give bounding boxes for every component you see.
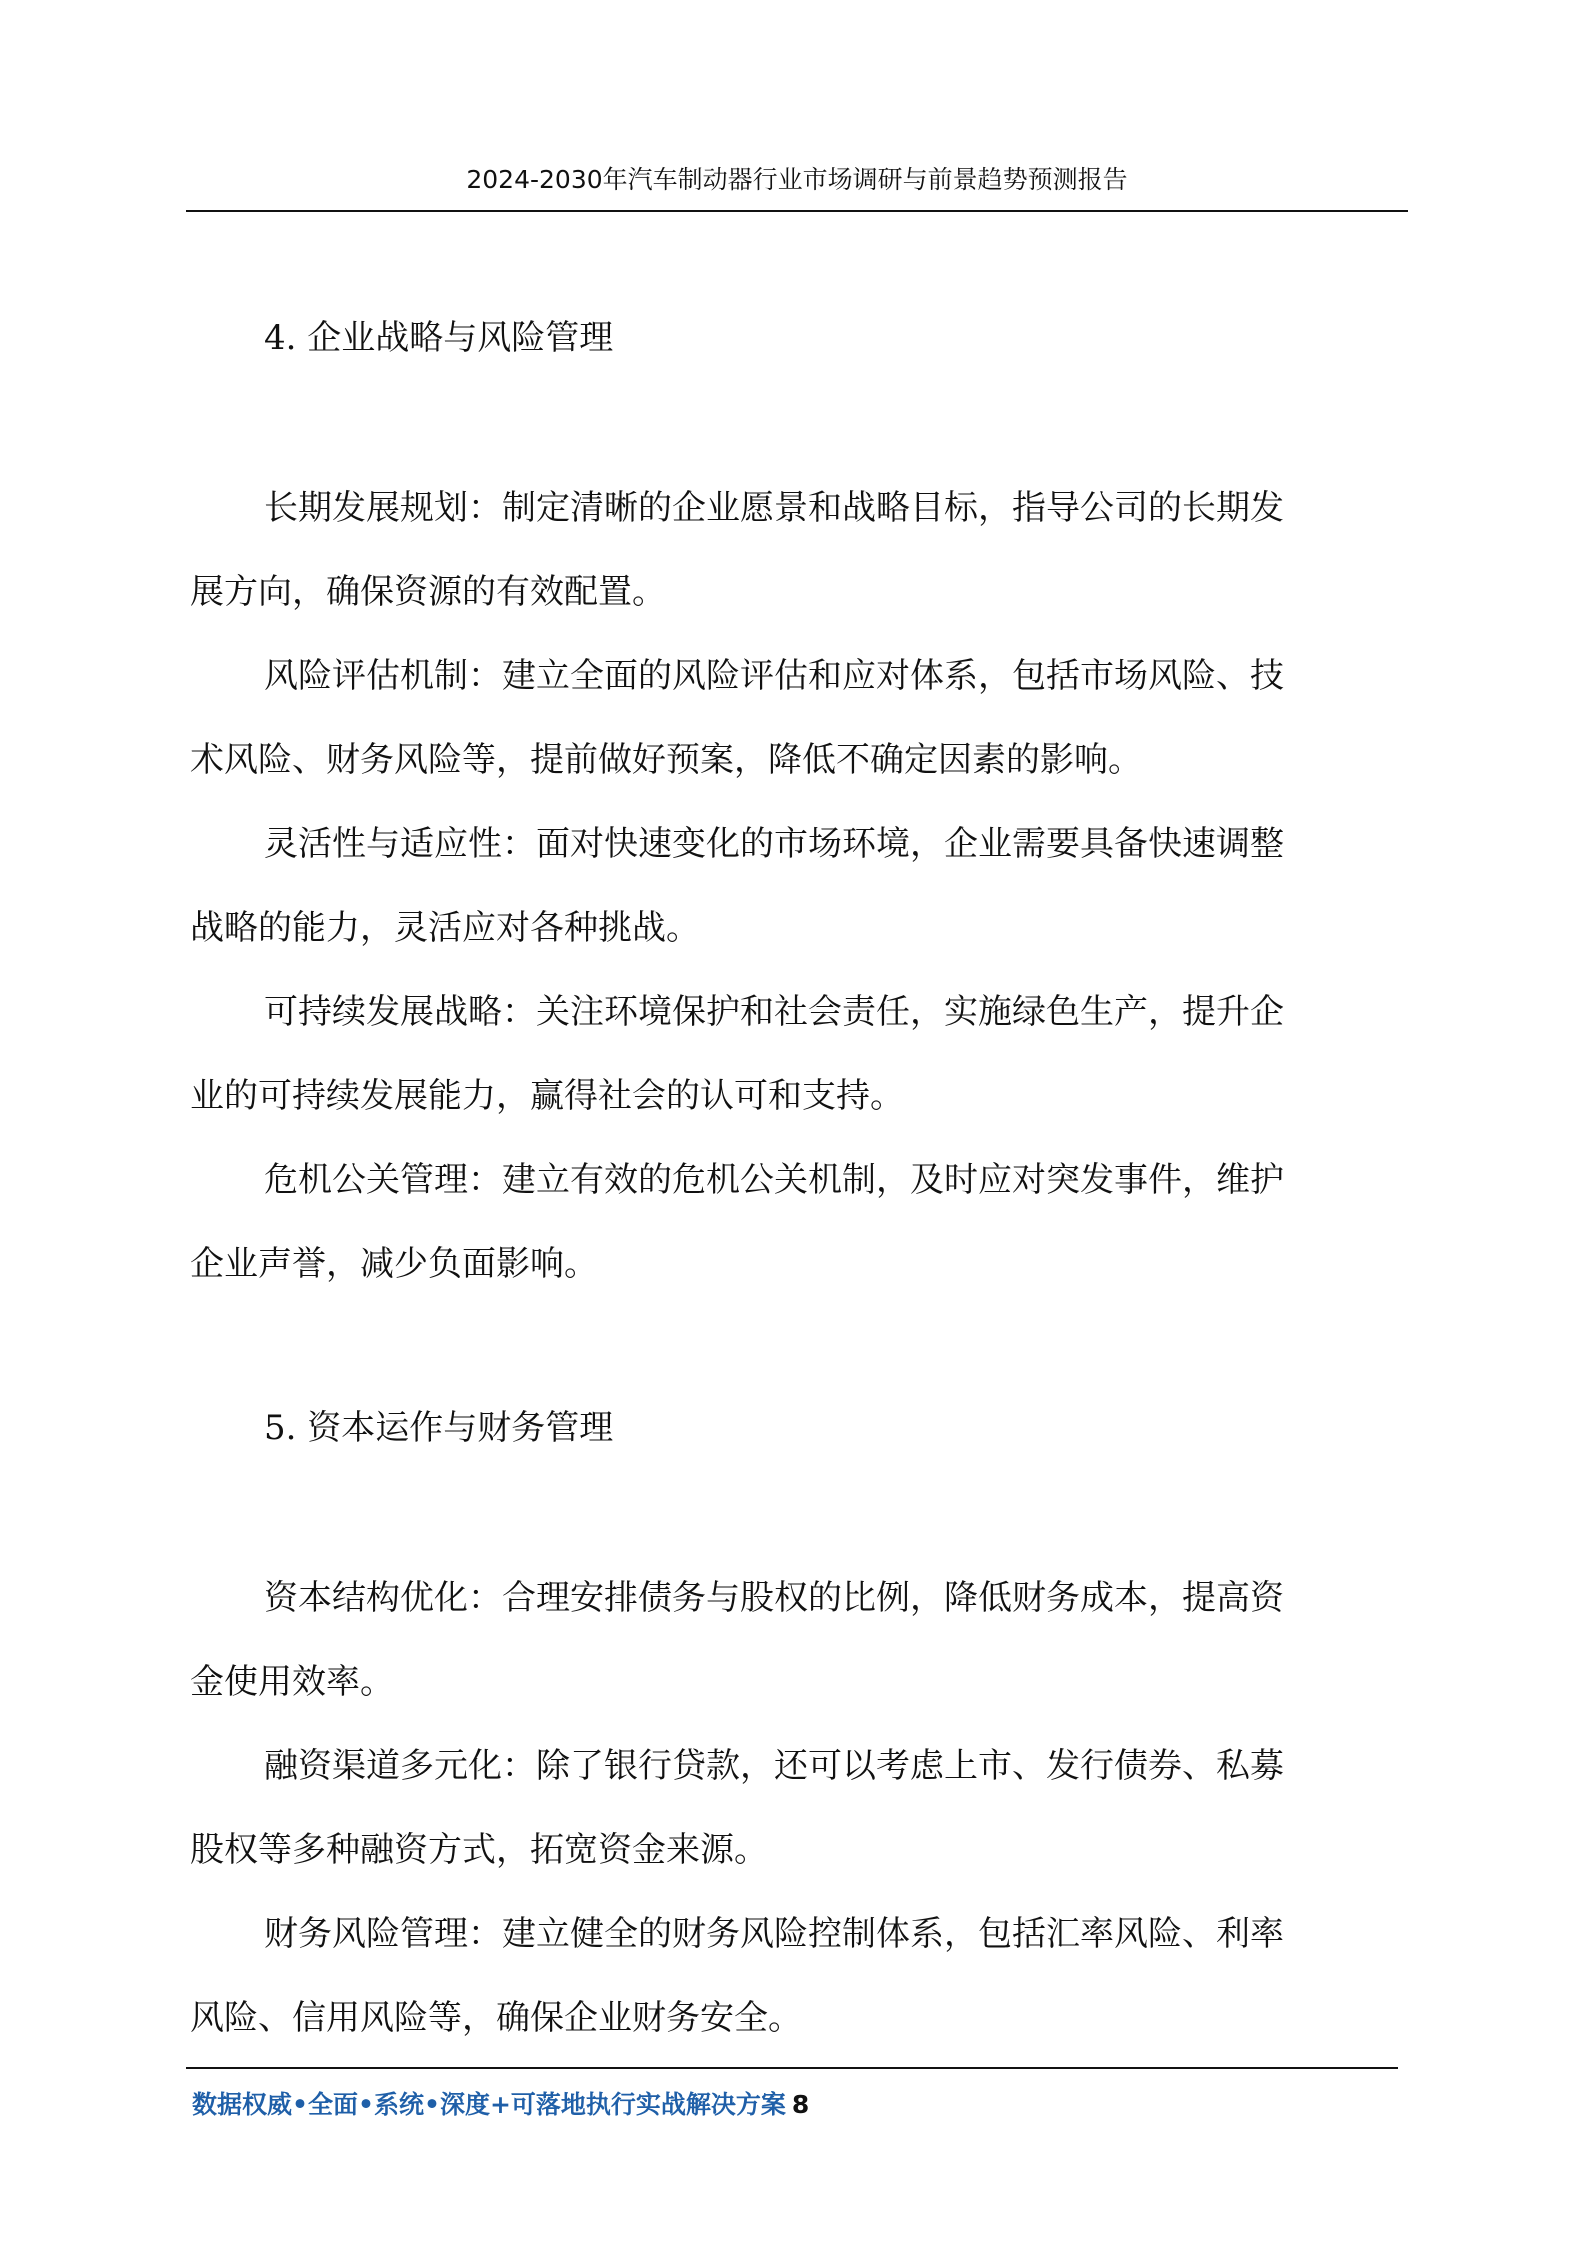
paragraph-capital-structure — [190, 1556, 1390, 1724]
paragraph-risk-assessment — [190, 634, 1390, 802]
paragraph-line: 业的可持续发展能力，赢得社会的认可和支持。 — [190, 1076, 904, 1116]
paragraph-line: 资本结构优化：合理安排债务与股权的比例，降低财务成本，提高资 — [264, 1578, 1284, 1618]
paragraph-line: 危机公关管理：建立有效的危机公关机制，及时应对突发事件，维护 — [264, 1160, 1284, 1200]
paragraph-line: 长期发展规划：制定清晰的企业愿景和战略目标，指导公司的长期发 — [264, 488, 1284, 528]
paragraph-financing-channels — [190, 1724, 1390, 1892]
section-heading-capital: 5. 资本运作与财务管理 — [264, 1408, 614, 1448]
footer-tagline-row — [192, 2087, 809, 2123]
paragraph-sustainability — [190, 970, 1390, 1138]
paragraph-line: 可持续发展战略：关注环境保护和社会责任，实施绿色生产，提升企 — [264, 992, 1284, 1032]
page-footer — [186, 2067, 1398, 2119]
paragraph-crisis-pr — [190, 1138, 1390, 1306]
paragraph-line: 融资渠道多元化：除了银行贷款，还可以考虑上市、发行债券、私募 — [264, 1746, 1284, 1786]
paragraph-line: 术风险、财务风险等，提前做好预案，降低不确定因素的影响。 — [190, 740, 1142, 780]
paragraph-long-term-planning — [190, 466, 1390, 634]
paragraph-line: 战略的能力，灵活应对各种挑战。 — [190, 908, 700, 948]
paragraph-line: 财务风险管理：建立健全的财务风险控制体系，包括汇率风险、利率 — [264, 1914, 1284, 1954]
paragraph-line: 企业声誉，减少负面影响。 — [190, 1244, 598, 1284]
paragraph-line: 风险评估机制：建立全面的风险评估和应对体系，包括市场风险、技 — [264, 656, 1284, 696]
paragraph-line: 展方向，确保资源的有效配置。 — [190, 572, 666, 612]
paragraph-line: 金使用效率。 — [190, 1662, 394, 1702]
paragraph-line: 灵活性与适应性：面对快速变化的市场环境，企业需要具备快速调整 — [264, 824, 1284, 864]
paragraph-flexibility — [190, 802, 1390, 970]
paragraph-line: 股权等多种融资方式，拓宽资金来源。 — [190, 1830, 768, 1870]
paragraph-financial-risk — [190, 1892, 1390, 2060]
footer-tagline: 数据权威•全面•系统•深度+可落地执行实战解决方案 — [192, 2090, 786, 2119]
section-heading-strategy: 4. 企业战略与风险管理 — [264, 318, 614, 358]
report-title: 2024-2030年汽车制动器行业市场调研与前景趋势预测报告 — [466, 165, 1128, 194]
page-number: 8 — [791, 2090, 810, 2119]
paragraph-line: 风险、信用风险等，确保企业财务安全。 — [190, 1998, 802, 2038]
page-header — [186, 160, 1408, 212]
